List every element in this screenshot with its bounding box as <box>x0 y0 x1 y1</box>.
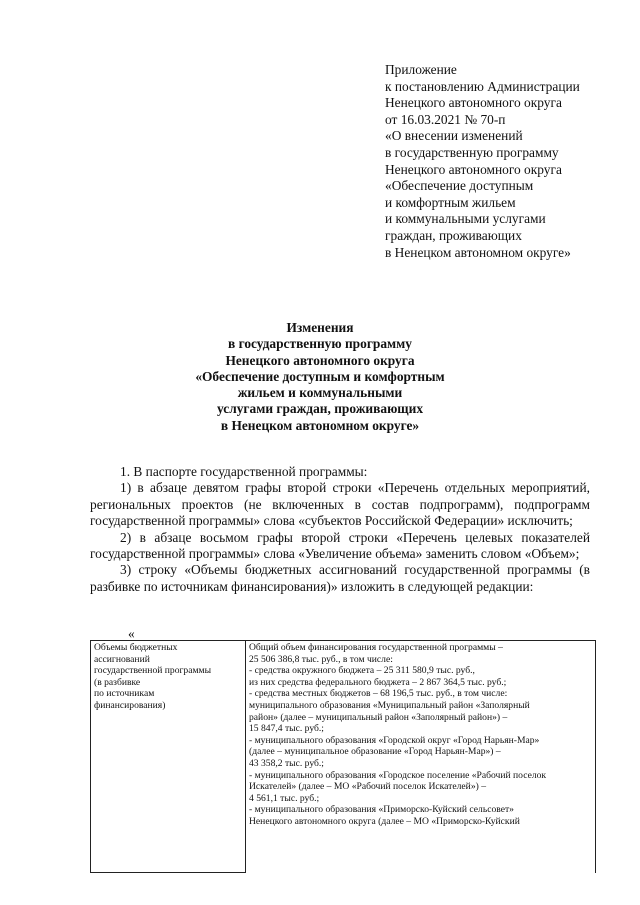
row-value-line: муниципального образования «Муниципальный район «Заполярный <box>249 699 530 711</box>
row-value-line: (далее – муниципальное образование «Город Нарьян-Мар») – <box>249 746 501 758</box>
appendix-line: и коммунальными услугами <box>385 211 546 227</box>
title-line: в Ненецком автономном округе» <box>220 417 420 433</box>
row-label-line: (в разбивке <box>94 676 141 688</box>
row-value-line: 4 561,1 тыс. руб.; <box>249 792 320 804</box>
appendix-line: Приложение <box>385 62 457 77</box>
appendix-line: от 16.03.2021 № 70-п <box>385 111 506 127</box>
section-1-item-3: 3) строку «Объемы бюджетных ассигнований государственной программы (в разбивке по источникам финансирования)» изложить в следующей редакции: <box>90 562 590 594</box>
row-label-cell <box>91 641 246 873</box>
row-value-cell <box>246 641 596 873</box>
passport-table <box>90 640 596 873</box>
appendix-line: и комфортным жильем <box>385 194 516 210</box>
appendix-line: к постановлению Администрации <box>385 78 580 94</box>
row-value-line: район» (далее – муниципальный район «Заполярный район») – <box>249 711 508 723</box>
title-line: «Обеспечение доступным и комфортным <box>195 368 445 384</box>
row-value-line: Искателей» (далее – МО «Рабочий поселок Искателей») – <box>249 781 486 793</box>
title-line: Изменения <box>286 320 354 335</box>
row-value-line: 43 358,2 тыс. руб.; <box>249 757 324 769</box>
opening-quote: « <box>128 626 135 641</box>
row-label-line: государственной программы <box>94 665 212 677</box>
row-value-line: - средства окружного бюджета – 25 311 580,9 тыс. руб., <box>249 665 475 677</box>
row-label-line: ассигнований <box>94 653 150 665</box>
row-label-line: по источникам <box>94 688 155 700</box>
row-value-line: 25 506 386,8 тыс. руб., в том числе: <box>249 653 393 665</box>
document-title <box>90 320 550 434</box>
row-value-line: - муниципального образования «Приморско-Куйский сельсовет» <box>249 804 514 816</box>
appendix-header <box>385 62 630 261</box>
appendix-line: в государственную программу <box>385 144 559 160</box>
appendix-line: в Ненецком автономном округе» <box>385 244 571 260</box>
row-value-line: - муниципального образования «Городской округ «Город Нарьян-Мар» <box>249 734 540 746</box>
row-value-line: - средства местных бюджетов – 68 196,5 тыс. руб., в том числе: <box>249 688 508 700</box>
row-label-line: Объемы бюджетных <box>94 642 178 653</box>
title-line: жильем и коммунальными <box>237 385 403 401</box>
title-line: услугами граждан, проживающих <box>216 401 424 417</box>
section-1-item-2: 2) в абзаце восьмом графы второй строки «Перечень целевых показателей государственной программы» слова «Увеличение объема» заменить словом «Объем»; <box>90 529 590 562</box>
row-value-line: - муниципального образования «Городское поселение «Рабочий поселок <box>249 769 547 781</box>
title-line: в государственную программу <box>228 336 412 352</box>
document-body <box>90 464 590 595</box>
title-line: Ненецкого автономного округа <box>225 352 415 368</box>
section-1-item-1: 1) в абзаце девятом графы второй строки «Перечень отдельных мероприятий, региональных проектов (не включенных в состав подпрограмм), подпрограмм государственной программы» слова «субъектов Российской Федерации» исключить; <box>90 480 590 529</box>
row-value-line: Ненецкого автономного округа (далее – МО «Приморско-Куйский <box>249 815 520 827</box>
row-value-line: Общий объем финансирования государственной программы – <box>249 642 503 653</box>
row-label-line: финансирования) <box>94 699 166 711</box>
appendix-line: граждан, проживающих <box>385 227 522 243</box>
appendix-line: Ненецкого автономного округа <box>385 161 562 177</box>
table-row <box>91 641 596 873</box>
appendix-line: «Обеспечение доступным <box>385 178 534 194</box>
row-value-line: 15 847,4 тыс. руб.; <box>249 723 324 735</box>
appendix-line: Ненецкого автономного округа <box>385 95 562 111</box>
row-value-line: из них средства федерального бюджета – 2 867 364,5 тыс. руб.; <box>249 676 507 688</box>
appendix-line: «О внесении изменений <box>385 128 523 144</box>
section-1-intro: 1. В паспорте государственной программы: <box>120 464 368 479</box>
